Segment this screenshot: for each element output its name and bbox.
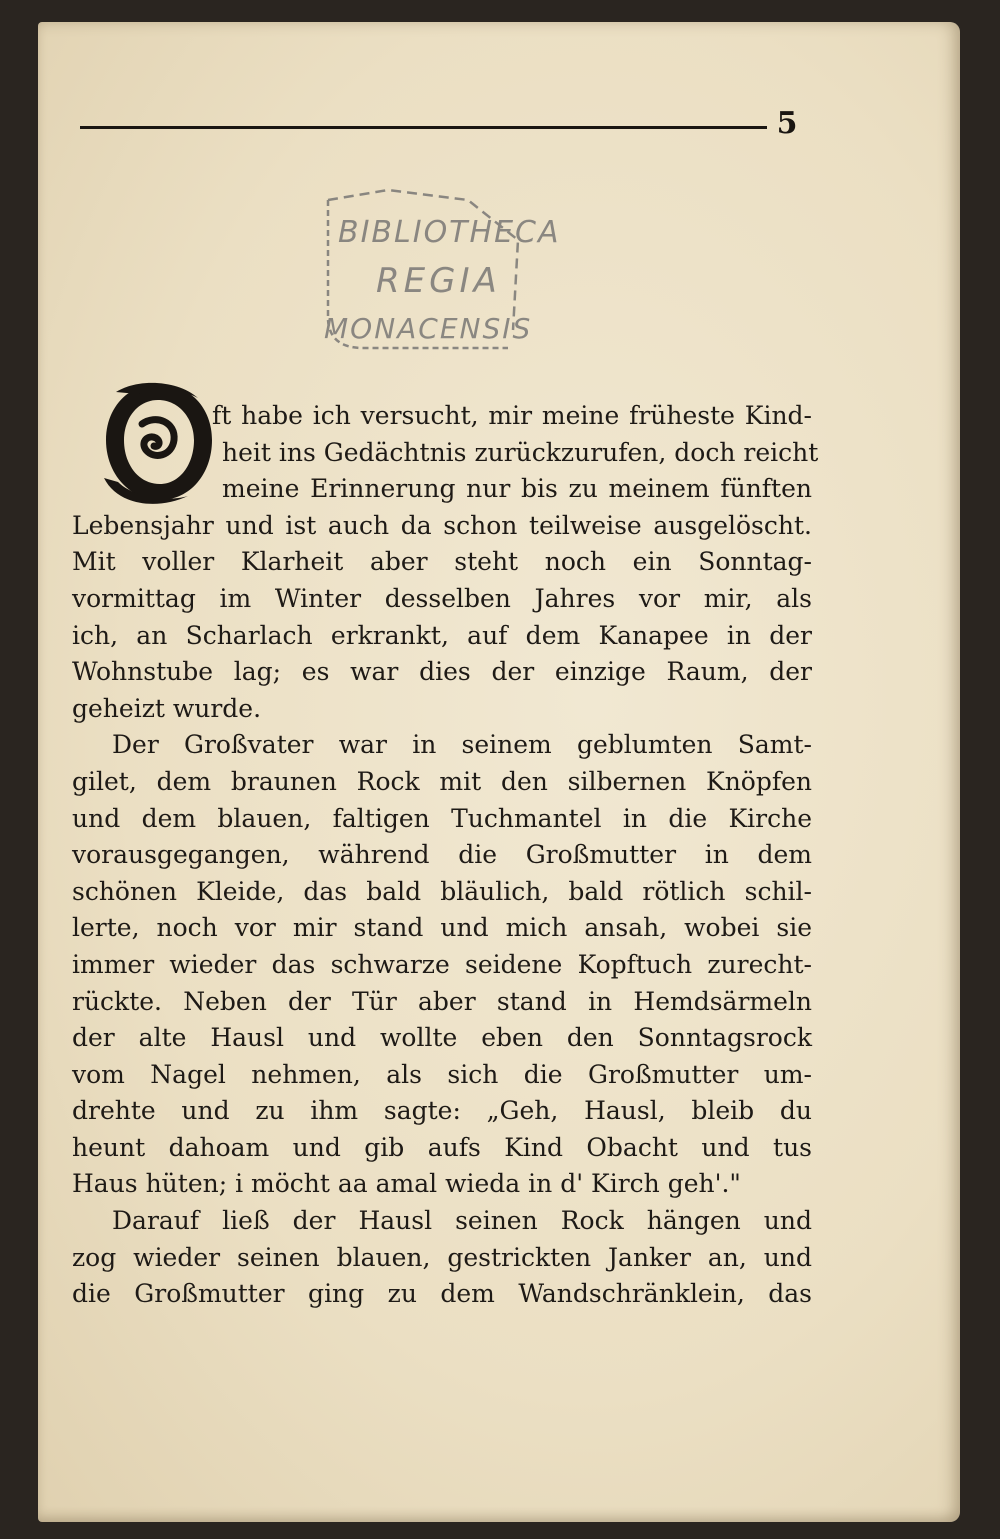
text-line: heunt dahoam und gib aufs Kind Obacht und tus	[72, 1132, 812, 1162]
stamp-line-1: BIBLIOTHECA	[338, 215, 561, 250]
text-line: meine Erinnerung nur bis zu meinem fünften	[222, 474, 812, 504]
text-line: die Großmutter ging zu dem Wandschränklein, das	[72, 1279, 812, 1309]
text-line: schönen Kleide, das bald bläulich, bald rötlich schil-	[72, 876, 812, 906]
body-text	[72, 398, 819, 1313]
text-line: Lebensjahr und ist auch da schon teilweise ausgelöscht.	[72, 510, 812, 540]
text-line: geheizt wurde.	[72, 693, 262, 723]
text-line: ft habe ich versucht, mir meine früheste Kind-	[212, 401, 812, 430]
text-line: immer wieder das schwarze seidene Kopftuch zurecht-	[72, 949, 812, 979]
text-line: Wohnstube lag; es war dies der einzige Raum, der	[72, 657, 812, 687]
header-rule	[80, 126, 767, 129]
text-line: rückte. Neben der Tür aber stand in Hemdsärmeln	[72, 986, 812, 1016]
stamp-line-3: MONACENSIS	[324, 312, 533, 345]
text-line: Mit voller Klarheit aber steht noch ein Sonntag-	[72, 547, 812, 577]
text-line: und dem blauen, faltigen Tuchmantel in die Kirche	[72, 803, 812, 833]
text-line: Haus hüten; i möcht aa amal wieda in d' Kirch geh'."	[72, 1169, 741, 1199]
text-line: vorausgegangen, während die Großmutter in dem	[72, 840, 812, 870]
text-line: vormittag im Winter desselben Jahres vor mir, als	[72, 583, 812, 613]
text-line: heit ins Gedächtnis zurückzurufen, doch reicht	[222, 437, 819, 467]
text-line: zog wieder seinen blauen, gestrickten Janker an, und	[72, 1242, 812, 1272]
library-stamp	[268, 170, 561, 354]
text-line: drehte und zu ihm sagte: „Geh, Hausl, bleib du	[72, 1096, 812, 1126]
text-line: der alte Hausl und wollte eben den Sonntagsrock	[72, 1023, 812, 1053]
text-line: lerte, noch vor mir stand und mich ansah, wobei sie	[72, 913, 812, 943]
text-line: Darauf ließ der Hausl seinen Rock hängen und	[112, 1206, 812, 1236]
page-number: 5	[776, 106, 798, 141]
text-line: gilet, dem braunen Rock mit den silbernen Knöpfen	[72, 766, 812, 796]
text-line: ich, an Scharlach erkrankt, auf dem Kanapee in der	[72, 620, 812, 650]
text-line: vom Nagel nehmen, als sich die Großmutter um-	[72, 1059, 812, 1089]
stamp-line-2: REGIA	[376, 261, 501, 301]
text-line: Der Großvater war in seinem geblumten Samt-	[112, 730, 812, 760]
